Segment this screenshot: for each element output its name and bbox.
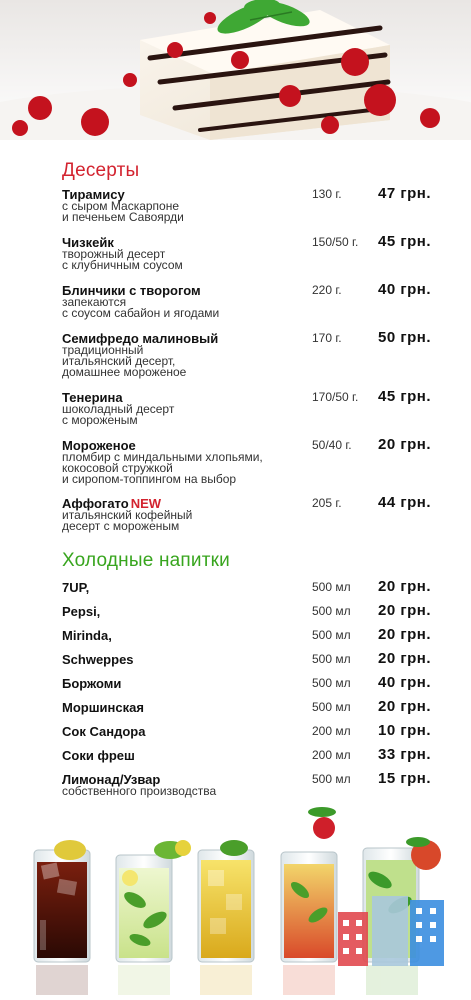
menu-item-affogato	[62, 494, 442, 533]
item-description: с клубничным соусом	[62, 258, 183, 272]
item-name: Тенерина	[62, 390, 123, 405]
menu-item-morshynska	[62, 698, 442, 715]
item-name: 7UP,	[62, 580, 90, 595]
item-weight: 150/50 г.	[312, 235, 359, 249]
menu-item-semifreddo	[62, 329, 442, 379]
item-name: Семифредо малиновый	[62, 331, 219, 346]
item-description: творожный десерт	[62, 247, 166, 261]
item-name-text: Аффогато	[62, 496, 129, 511]
item-name: Соки фреш	[62, 748, 135, 763]
item-name: Pepsi,	[62, 604, 101, 619]
item-weight: 170 г.	[312, 331, 342, 345]
item-volume: 500 мл	[312, 604, 351, 618]
item-volume: 500 мл	[312, 676, 351, 690]
item-description: с сыром Маскарпоне	[62, 199, 180, 213]
menu-item-schweppes	[62, 650, 442, 667]
item-price: 10 грн.	[378, 722, 431, 739]
item-price: 20 грн.	[378, 602, 431, 619]
item-price: 20 грн.	[378, 436, 431, 453]
item-price: 20 грн.	[378, 626, 431, 643]
desserts-section-title: Десерты	[62, 160, 140, 181]
item-weight: 50/40 г.	[312, 438, 352, 452]
item-weight: 220 г.	[312, 283, 342, 297]
item-name: Тирамису	[62, 187, 125, 202]
item-weight: 205 г.	[312, 496, 342, 510]
item-name: Блинчики с творогом	[62, 283, 201, 298]
new-badge: NEW	[130, 496, 162, 511]
item-name: Лимонад/Узвар	[62, 772, 161, 787]
item-name: Schweppes	[62, 652, 134, 667]
item-description: шоколадный десерт	[62, 402, 175, 416]
menu-item-lemonade	[62, 770, 442, 798]
menu-item-ice-cream	[62, 436, 442, 486]
item-price: 47 грн.	[378, 185, 431, 202]
item-name: Чизкейк	[62, 235, 114, 250]
item-volume: 500 мл	[312, 700, 351, 714]
item-volume: 500 мл	[312, 772, 351, 786]
item-name: Боржоми	[62, 676, 122, 691]
item-name: Моршинская	[62, 700, 144, 715]
item-price: 40 грн.	[378, 281, 431, 298]
item-description: и сиропом-топпингом на выбор	[62, 472, 237, 486]
item-price: 40 грн.	[378, 674, 431, 691]
item-weight: 130 г.	[312, 187, 342, 201]
item-description: десерт с мороженым	[62, 519, 180, 533]
item-price: 33 грн.	[378, 746, 431, 763]
menu-item-tenerina	[62, 388, 442, 427]
menu-item-7up	[62, 578, 442, 595]
item-price: 20 грн.	[378, 578, 431, 595]
item-description: запекаются	[62, 295, 127, 309]
menu-item-pepsi	[62, 602, 442, 619]
item-description: традиционный	[62, 343, 144, 357]
item-name: Мороженое	[62, 438, 136, 453]
item-price: 44 грн.	[378, 494, 431, 511]
drinks-illustration	[0, 800, 471, 1000]
item-description: домашнее мороженое	[62, 365, 187, 379]
item-description: и печеньем Савоярди	[62, 210, 184, 224]
item-description: кокосовой стружкой	[62, 461, 173, 475]
menu-item-borjomi	[62, 674, 442, 691]
item-price: 45 грн.	[378, 233, 431, 250]
item-description: с мороженым	[62, 413, 138, 427]
item-volume: 200 мл	[312, 724, 351, 738]
item-description: итальянский десерт,	[62, 354, 176, 368]
drinks-section-title: Холодные напитки	[62, 550, 230, 571]
item-weight: 170/50 г.	[312, 390, 359, 404]
item-volume: 500 мл	[312, 652, 351, 666]
item-price: 15 грн.	[378, 770, 431, 787]
item-name: Сок Сандора	[62, 724, 146, 739]
menu-item-blinchiki	[62, 281, 442, 320]
menu-item-fresh-juice	[62, 746, 442, 763]
menu-item-tiramisu	[62, 185, 442, 224]
item-price: 20 грн.	[378, 650, 431, 667]
menu-item-sandora-juice	[62, 722, 442, 739]
item-price: 45 грн.	[378, 388, 431, 405]
item-name: Mirinda,	[62, 628, 112, 643]
menu-item-mirinda	[62, 626, 442, 643]
item-description: пломбир с миндальными хлопьями,	[62, 450, 263, 464]
item-description: собственного производства	[62, 784, 217, 798]
menu-item-cheesecake	[62, 233, 442, 272]
item-volume: 200 мл	[312, 748, 351, 762]
item-price: 20 грн.	[378, 698, 431, 715]
item-volume: 500 мл	[312, 580, 351, 594]
item-description: итальянский кофейный	[62, 508, 193, 522]
item-description: с соусом сабайон и ягодами	[62, 306, 220, 320]
item-volume: 500 мл	[312, 628, 351, 642]
item-price: 50 грн.	[378, 329, 431, 346]
